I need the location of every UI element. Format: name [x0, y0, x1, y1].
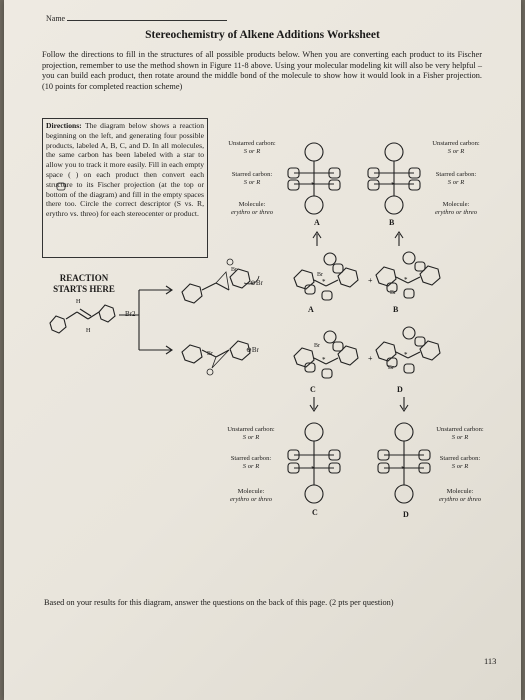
reaction-branch-arrow: [119, 286, 172, 354]
directions-heading: Directions:: [46, 121, 82, 130]
directions-text: The diagram below shows a reaction beginning on the left, and generating four possible products, labeled A, B, C, and D. In all molecules, the same carbon has been labeled with a star to allow you to track it more easily. Fill in each empty space ( ) on each product then convert each structure to its Fischer projection (at the top or bottom of the diagram) and fill in the empty spaces there too. Circle the correct descriptor (S vs. R, erythro vs. threo) for each stereocenter or product.: [46, 121, 204, 219]
bottom-right-starred: Starred carbon: S or R: [439, 455, 481, 470]
top-left-molecule: Molecule: erythro or threo: [231, 201, 273, 216]
svg-text:*: *: [404, 276, 408, 284]
top-left-starred: Starred carbon: S or R: [231, 171, 273, 186]
reagent-label: Br2: [125, 310, 136, 318]
bromonium-br-upper: Br: [231, 267, 237, 273]
bottom-left-molecule: Molecule: erythro or threo: [230, 488, 272, 503]
arrow-down-d: [400, 397, 408, 411]
product-c-structure: [294, 331, 358, 378]
arrow-down-c: [310, 397, 318, 411]
starting-alkene: [50, 299, 115, 334]
top-right-unstarred: Unstarred carbon: S or R: [432, 140, 480, 155]
product-b-br-label: Br: [390, 290, 396, 296]
product-letter-b: B: [393, 305, 399, 314]
fischer-projection-a: [288, 143, 340, 214]
worksheet-title: Stereochemistry of Alkene Additions Worksheet: [145, 29, 380, 41]
product-letter-a: A: [308, 305, 314, 314]
svg-text:*: *: [322, 278, 326, 286]
top-letter-a: A: [314, 218, 320, 227]
page-number: 113: [484, 656, 497, 666]
bromonium-br-lower: Br: [207, 351, 213, 357]
bottom-letter-d: D: [403, 510, 409, 519]
footer-instructions: Based on your results for this diagram, answer the questions on the back of this page. (2 pts per question): [44, 598, 394, 607]
intro-paragraph: Follow the directions to fill in the structures of all possible products below. When you are converting each product to its Fischer projection, remember to use the method shown in Figure 11-8 above. Using your molecular modeling kit will also be very helpful – you can build each product, then rotate around the middle bond of the molecule to show how it would look in a Fisher projection. (10 points for completed reaction scheme): [42, 50, 482, 91]
svg-text:H: H: [76, 299, 81, 305]
bottom-left-unstarred: Unstarred carbon: S or R: [227, 426, 275, 441]
product-a-br-label: Br: [317, 272, 323, 278]
worksheet-page: [4, 0, 521, 700]
top-right-molecule: Molecule: erythro or threo: [435, 201, 477, 216]
bromonium-intermediate-upper: [182, 259, 259, 303]
bromide-ion-upper: ⊖Br: [250, 279, 263, 287]
svg-text:*: *: [311, 465, 315, 473]
product-letter-c: C: [310, 385, 316, 394]
product-d-br-label: Br: [388, 365, 394, 371]
product-c-br-label: Br: [314, 343, 320, 349]
svg-text:*: *: [311, 181, 315, 189]
reaction-diagram: [4, 0, 521, 700]
reaction-start-label: REACTION STARTS HERE: [53, 273, 115, 294]
plus-sign-lower: +: [368, 354, 373, 363]
empty-box-glyph: [57, 183, 65, 190]
product-letter-d: D: [397, 385, 403, 394]
product-b-structure: [376, 252, 440, 298]
product-a-structure: [294, 253, 358, 300]
name-label: Name: [46, 14, 66, 23]
fischer-projection-d: [378, 423, 430, 503]
fischer-projection-c: [288, 423, 340, 503]
plus-sign-upper: +: [368, 276, 373, 285]
bromide-ion-lower: ⊖Br: [246, 346, 259, 354]
fischer-projection-b: [368, 143, 420, 214]
top-right-starred: Starred carbon: S or R: [435, 171, 477, 186]
arrow-up-b: [395, 232, 403, 246]
arrow-up-a: [313, 232, 321, 246]
product-d-structure: [376, 327, 440, 373]
bottom-right-unstarred: Unstarred carbon: S or R: [436, 426, 484, 441]
top-left-unstarred: Unstarred carbon: S or R: [228, 140, 276, 155]
bottom-letter-c: C: [312, 508, 318, 517]
svg-text:*: *: [404, 351, 408, 359]
svg-text:*: *: [391, 181, 395, 189]
top-letter-b: B: [389, 218, 395, 227]
bromonium-intermediate-lower: [182, 341, 250, 375]
svg-text:H: H: [86, 328, 91, 334]
bottom-left-starred: Starred carbon: S or R: [230, 455, 272, 470]
svg-text:*: *: [322, 356, 326, 364]
svg-text:*: *: [401, 465, 405, 473]
bottom-right-molecule: Molecule: erythro or threo: [439, 488, 481, 503]
